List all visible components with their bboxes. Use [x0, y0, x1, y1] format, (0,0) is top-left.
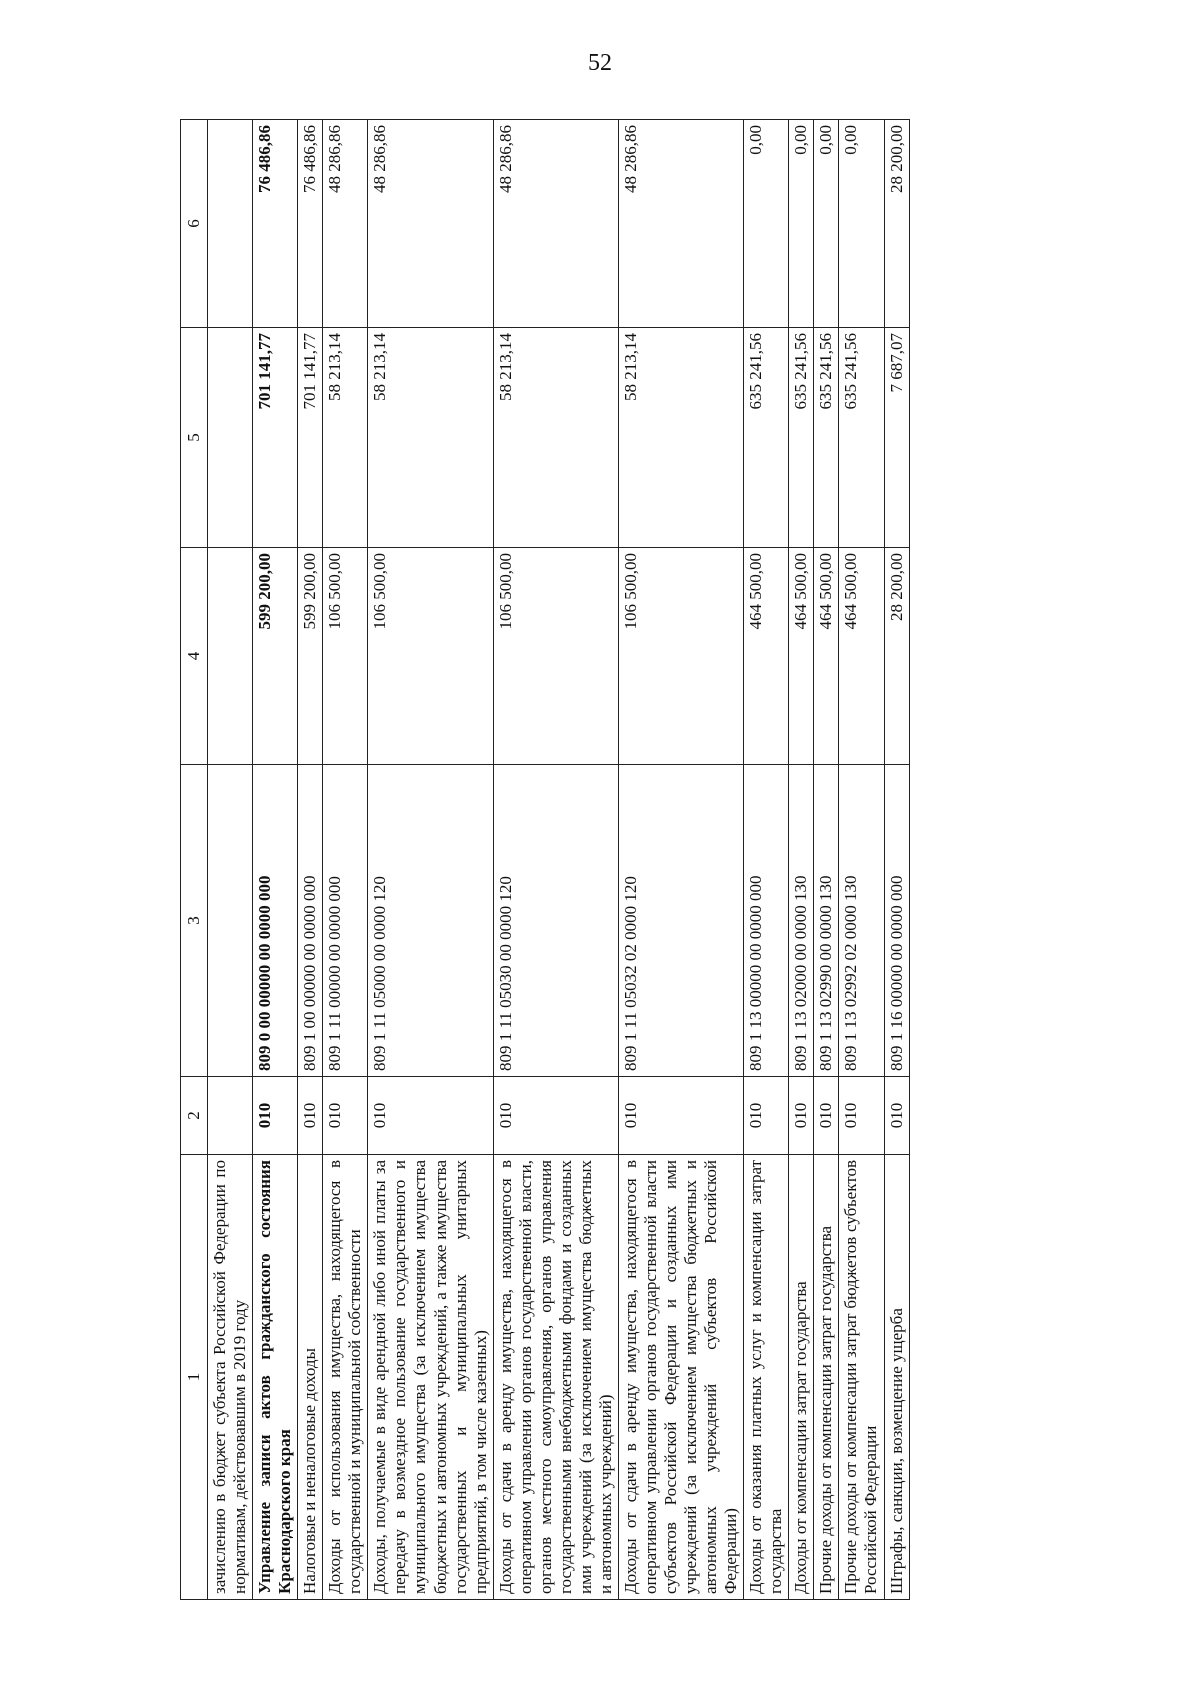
row-value-col6-cell: 0,00	[839, 120, 884, 328]
row-value-col6-cell: 48 286,86	[323, 120, 368, 328]
table-row	[789, 120, 814, 1600]
table-row	[814, 120, 839, 1600]
row-value-col6-cell: 0,00	[789, 120, 814, 328]
row-value-col5-cell: 58 213,14	[493, 328, 618, 548]
row-value-col4-cell: 106 500,00	[493, 548, 618, 765]
row-value-col6-cell: 76 486,86	[253, 120, 298, 328]
row-value-col5-cell: 701 141,77	[253, 328, 298, 548]
row-value-col4-cell: 599 200,00	[253, 548, 298, 765]
table-row	[884, 120, 909, 1600]
header-cell-4: 4	[181, 548, 208, 765]
row-value-col5-cell: 635 241,56	[839, 328, 884, 548]
row-value-col5-cell: 7 687,07	[884, 328, 909, 548]
row-kbk-cell: 809 0 00 00000 00 0000 000	[253, 765, 298, 1077]
row-value-col4-cell: 28 200,00	[884, 548, 909, 765]
row-code-cell: 010	[253, 1077, 298, 1155]
row-value-col6-cell: 48 286,86	[618, 120, 743, 328]
row-name-cell: Прочие доходы от компенсации затрат бюджетов субъектов Российской Федерации	[839, 1155, 884, 1600]
row-value-col5-cell: 58 213,14	[323, 328, 368, 548]
row-kbk-cell	[208, 765, 253, 1077]
row-code-cell	[208, 1077, 253, 1155]
row-value-col4-cell: 464 500,00	[789, 548, 814, 765]
page-number: 52	[588, 50, 612, 76]
row-value-col4-cell: 106 500,00	[618, 548, 743, 765]
row-name-cell: Доходы от компенсации затрат государства	[789, 1155, 814, 1600]
row-name-cell: Доходы от оказания платных услуг и компенсации затрат государства	[744, 1155, 789, 1600]
row-value-col5-cell: 58 213,14	[368, 328, 493, 548]
row-name-cell: Прочие доходы от компенсации затрат государства	[814, 1155, 839, 1600]
row-kbk-cell: 809 1 16 00000 00 0000 000	[884, 765, 909, 1077]
table-row	[298, 120, 323, 1600]
row-value-col6-cell: 0,00	[744, 120, 789, 328]
header-cell-6: 6	[181, 120, 208, 328]
header-cell-2: 2	[181, 1077, 208, 1155]
row-value-col4-cell: 464 500,00	[814, 548, 839, 765]
row-kbk-cell: 809 1 13 02000 00 0000 130	[789, 765, 814, 1077]
row-value-col6-cell	[208, 120, 253, 328]
row-code-cell: 010	[789, 1077, 814, 1155]
row-kbk-cell: 809 1 13 02992 02 0000 130	[839, 765, 884, 1077]
row-value-col5-cell: 635 241,56	[744, 328, 789, 548]
row-value-col4-cell: 464 500,00	[744, 548, 789, 765]
row-name-cell: Доходы от использования имущества, находящегося в государственной и муниципальной собственности	[323, 1155, 368, 1600]
row-name-cell: зачислению в бюджет субъекта Российской Федерации по нормативам, действовавшим в 2019 году	[208, 1155, 253, 1600]
row-name-cell: Штрафы, санкции, возмещение ущерба	[884, 1155, 909, 1600]
header-cell-5: 5	[181, 328, 208, 548]
table-header-row	[181, 120, 208, 1600]
row-code-cell: 010	[323, 1077, 368, 1155]
row-kbk-cell: 809 1 13 00000 00 0000 000	[744, 765, 789, 1077]
row-value-col6-cell: 28 200,00	[884, 120, 909, 328]
row-kbk-cell: 809 1 00 00000 00 0000 000	[298, 765, 323, 1077]
row-name-cell: Доходы от сдачи в аренду имущества, находящегося в оперативном управлении органов государственной власти, органов местного самоуправления, органов управления государственными внебюджетными фондами и созданных ими учреждений (за исключением имущества бюджетных и автономных учреждений)	[493, 1155, 618, 1600]
row-value-col5-cell: 58 213,14	[618, 328, 743, 548]
row-value-col4-cell: 464 500,00	[839, 548, 884, 765]
row-value-col6-cell: 0,00	[814, 120, 839, 328]
rotated-table-container	[180, 120, 1085, 1600]
row-value-col5-cell: 701 141,77	[298, 328, 323, 548]
table-row	[368, 120, 493, 1600]
row-kbk-cell: 809 1 13 02990 00 0000 130	[814, 765, 839, 1077]
row-value-col6-cell: 48 286,86	[368, 120, 493, 328]
row-code-cell: 010	[884, 1077, 909, 1155]
row-name-cell: Управление записи актов гражданского состояния Краснодарского края	[253, 1155, 298, 1600]
row-code-cell: 010	[814, 1077, 839, 1155]
table-row	[744, 120, 789, 1600]
table-row	[323, 120, 368, 1600]
row-name-cell: Налоговые и неналоговые доходы	[298, 1155, 323, 1600]
row-code-cell: 010	[618, 1077, 743, 1155]
table-row	[839, 120, 884, 1600]
row-value-col4-cell: 106 500,00	[323, 548, 368, 765]
row-code-cell: 010	[368, 1077, 493, 1155]
row-kbk-cell: 809 1 11 05000 00 0000 120	[368, 765, 493, 1077]
row-name-cell: Доходы, получаемые в виде арендной либо иной платы за передачу в возмездное пользование государственного и муниципального имущества (за исключением имущества бюджетных и автономных учреждений, а также имущества государственных и муниципальных унитарных предприятий, в том числе казенных)	[368, 1155, 493, 1600]
row-kbk-cell: 809 1 11 05032 02 0000 120	[618, 765, 743, 1077]
table-row	[618, 120, 743, 1600]
row-code-cell: 010	[744, 1077, 789, 1155]
row-name-cell: Доходы от сдачи в аренду имущества, находящегося в оперативном управлении органов государственной власти субъектов Российской Федерации и созданных ими учреждений (за исключением имущества бюджетных и автономных учреждений субъектов Российской Федерации)	[618, 1155, 743, 1600]
row-value-col4-cell: 106 500,00	[368, 548, 493, 765]
row-kbk-cell: 809 1 11 05030 00 0000 120	[493, 765, 618, 1077]
row-value-col4-cell	[208, 548, 253, 765]
row-value-col6-cell: 48 286,86	[493, 120, 618, 328]
row-value-col5-cell: 635 241,56	[789, 328, 814, 548]
row-code-cell: 010	[839, 1077, 884, 1155]
row-value-col5-cell	[208, 328, 253, 548]
header-cell-3: 3	[181, 765, 208, 1077]
row-value-col5-cell: 635 241,56	[814, 328, 839, 548]
row-code-cell: 010	[493, 1077, 618, 1155]
table-row	[493, 120, 618, 1600]
header-cell-1: 1	[181, 1155, 208, 1600]
row-value-col6-cell: 76 486,86	[298, 120, 323, 328]
table-row	[208, 120, 253, 1600]
row-code-cell: 010	[298, 1077, 323, 1155]
row-value-col4-cell: 599 200,00	[298, 548, 323, 765]
revenue-table	[180, 119, 910, 1600]
row-kbk-cell: 809 1 11 00000 00 0000 000	[323, 765, 368, 1077]
table-row	[253, 120, 298, 1600]
